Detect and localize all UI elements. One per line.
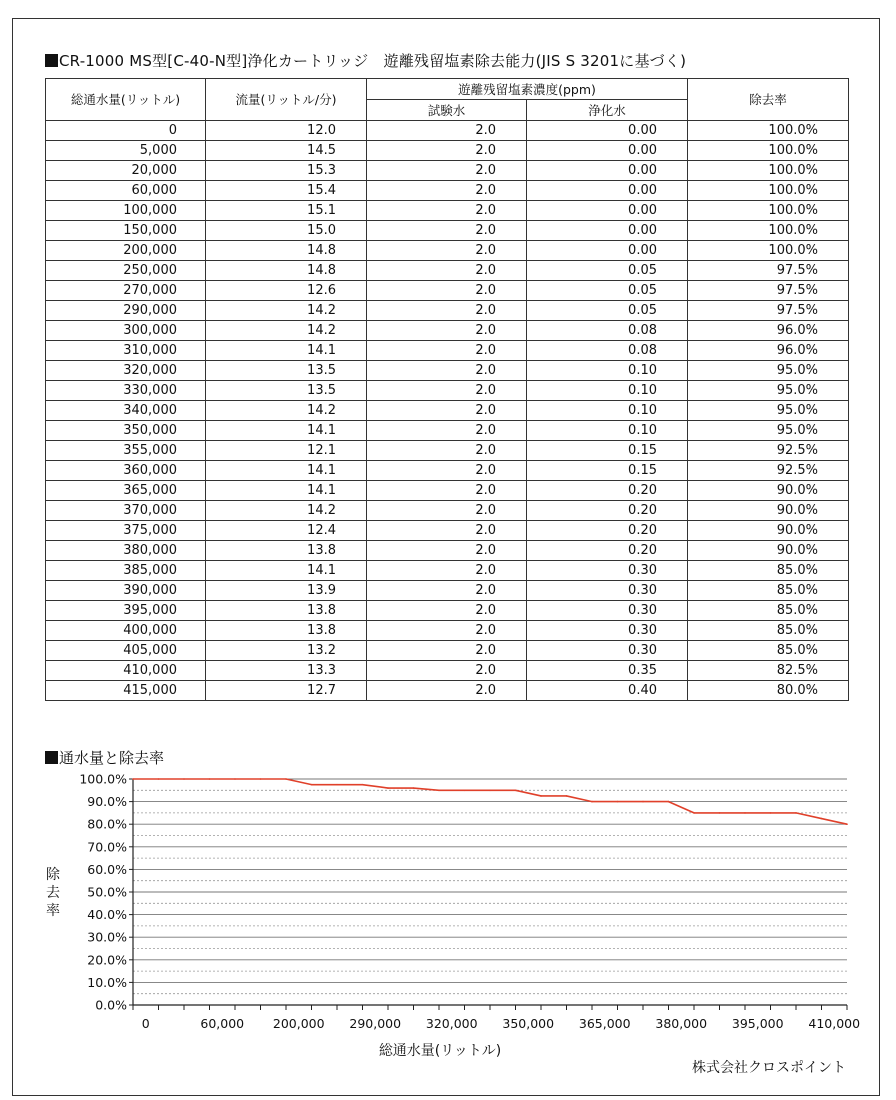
table-cell: 2.0 [367,581,527,601]
table-cell: 270,000 [46,281,206,301]
table-cell: 2.0 [367,561,527,581]
table-cell: 14.5 [206,141,367,161]
table-cell: 0 [46,121,206,141]
data-point [566,795,568,797]
table-cell: 2.0 [367,241,527,261]
table-cell: 0.08 [527,341,688,361]
table-cell: 310,000 [46,341,206,361]
header-total-volume: 総通水量(リットル) [46,79,206,121]
table-cell: 15.1 [206,201,367,221]
table-cell: 0.20 [527,521,688,541]
table-cell: 12.7 [206,681,367,701]
table-cell: 0.30 [527,621,688,641]
table-cell: 13.8 [206,541,367,561]
table-cell: 15.0 [206,221,367,241]
table-cell: 13.9 [206,581,367,601]
table-cell: 82.5% [688,661,849,681]
table-cell: 100.0% [688,221,849,241]
table-cell: 360,000 [46,461,206,481]
table-cell: 80.0% [688,681,849,701]
table-cell: 300,000 [46,321,206,341]
table-cell: 2.0 [367,261,527,281]
data-point [413,787,415,789]
table-cell: 2.0 [367,441,527,461]
table-cell: 100.0% [688,121,849,141]
table-cell: 2.0 [367,341,527,361]
table-cell: 330,000 [46,381,206,401]
table-cell: 0.15 [527,441,688,461]
table-cell: 0.20 [527,481,688,501]
data-point [846,823,848,825]
table-cell: 60,000 [46,181,206,201]
x-tick-label: 200,000 [272,1016,325,1031]
table-cell: 14.2 [206,301,367,321]
table-cell: 200,000 [46,241,206,261]
data-point [132,778,134,780]
table-cell: 5,000 [46,141,206,161]
table-cell: 2.0 [367,281,527,301]
table-cell: 14.8 [206,241,367,261]
table-cell: 385,000 [46,561,206,581]
table-cell: 100,000 [46,201,206,221]
table-cell: 0.20 [527,501,688,521]
table-cell: 12.0 [206,121,367,141]
table-cell: 100.0% [688,161,849,181]
table-cell: 0.08 [527,321,688,341]
company-name: 株式会社クロスポイント [692,1060,846,1076]
data-point [642,801,644,803]
table-cell: 14.1 [206,561,367,581]
y-tick-label: 90.0% [87,794,127,810]
table-cell: 14.2 [206,401,367,421]
table-cell: 95.0% [688,381,849,401]
y-tick-label: 60.0% [87,861,127,877]
data-point [617,801,619,803]
table-cell: 13.5 [206,381,367,401]
table-cell: 415,000 [46,681,206,701]
table-cell: 90.0% [688,501,849,521]
chart-title-text: 通水量と除去率 [59,749,165,767]
table-cell: 380,000 [46,541,206,561]
table-cell: 0.10 [527,381,688,401]
header-chlorine-group: 遊離残留塩素濃度(ppm) [367,79,688,100]
data-point [489,790,491,792]
table-cell: 97.5% [688,301,849,321]
table-cell: 14.1 [206,341,367,361]
table-cell: 85.0% [688,601,849,621]
table-cell: 2.0 [367,181,527,201]
table-cell: 92.5% [688,441,849,461]
table-cell: 0.10 [527,401,688,421]
data-point [464,790,466,792]
table-cell: 13.2 [206,641,367,661]
table-cell: 14.1 [206,421,367,441]
table-cell: 2.0 [367,601,527,621]
data-point [336,784,338,786]
data-point [693,812,695,814]
table-cell: 320,000 [46,361,206,381]
table-cell: 0.30 [527,641,688,661]
data-point [515,790,517,792]
data-point [540,795,542,797]
data-point [234,778,236,780]
y-tick-label: 20.0% [87,952,127,968]
table-cell: 0.00 [527,221,688,241]
table-cell: 13.8 [206,621,367,641]
table-cell: 90.0% [688,541,849,561]
table-cell: 370,000 [46,501,206,521]
x-tick-label: 0 [141,1016,150,1031]
table-cell: 100.0% [688,241,849,261]
table-cell: 90.0% [688,521,849,541]
table-cell: 365,000 [46,481,206,501]
table-cell: 92.5% [688,461,849,481]
header-flow-rate: 流量(リットル/分) [206,79,367,121]
table-cell: 0.00 [527,201,688,221]
table-cell: 2.0 [367,481,527,501]
table-cell: 395,000 [46,601,206,621]
x-axis-label: 総通水量(リットル) [378,1043,502,1059]
data-point [260,778,262,780]
y-tick-label: 10.0% [87,974,127,990]
table-cell: 12.6 [206,281,367,301]
x-tick-label: 395,000 [731,1016,784,1031]
table-cell: 0.30 [527,581,688,601]
x-tick-label: 350,000 [502,1016,555,1031]
data-point [770,812,772,814]
table-cell: 0.00 [527,181,688,201]
table-cell: 0.10 [527,361,688,381]
table-cell: 2.0 [367,221,527,241]
y-tick-label: 40.0% [87,907,127,923]
table-cell: 97.5% [688,281,849,301]
y-tick-label: 30.0% [87,929,127,945]
table-cell: 0.30 [527,601,688,621]
table-cell: 410,000 [46,661,206,681]
data-point [591,801,593,803]
table-cell: 0.30 [527,561,688,581]
data-point [438,790,440,792]
table-cell: 2.0 [367,641,527,661]
y-tick-label: 100.0% [79,771,127,787]
table-cell: 2.0 [367,501,527,521]
table-cell: 96.0% [688,341,849,361]
table-cell: 150,000 [46,221,206,241]
y-tick-label: 70.0% [87,839,127,855]
table-cell: 0.10 [527,421,688,441]
y-axis-label: 除去率 [46,867,60,919]
table-cell: 2.0 [367,681,527,701]
table-cell: 2.0 [367,201,527,221]
header-purified-water: 浄化水 [527,100,688,121]
table-cell: 355,000 [46,441,206,461]
table-cell: 340,000 [46,401,206,421]
data-point [719,812,721,814]
data-point [362,784,364,786]
header-test-water: 試験水 [367,100,527,121]
table-cell: 15.3 [206,161,367,181]
table-cell: 2.0 [367,301,527,321]
data-point [311,784,313,786]
table-cell: 0.00 [527,141,688,161]
table-cell: 2.0 [367,661,527,681]
table-cell: 2.0 [367,361,527,381]
table-cell: 2.0 [367,541,527,561]
table-cell: 13.5 [206,361,367,381]
y-tick-label: 50.0% [87,884,127,900]
table-cell: 375,000 [46,521,206,541]
header-removal-rate: 除去率 [688,79,849,121]
table-cell: 0.00 [527,241,688,261]
table-cell: 2.0 [367,141,527,161]
table-cell: 2.0 [367,121,527,141]
data-point [821,818,823,820]
table-cell: 100.0% [688,181,849,201]
data-point [285,778,287,780]
table-cell: 13.3 [206,661,367,681]
table-cell: 85.0% [688,641,849,661]
x-tick-label: 290,000 [349,1016,402,1031]
table-cell: 13.8 [206,601,367,621]
table-cell: 400,000 [46,621,206,641]
table-cell: 2.0 [367,461,527,481]
table-cell: 390,000 [46,581,206,601]
table-cell: 405,000 [46,641,206,661]
x-tick-label: 380,000 [655,1016,708,1031]
table-cell: 20,000 [46,161,206,181]
table-cell: 85.0% [688,561,849,581]
data-point [158,778,160,780]
table-cell: 0.40 [527,681,688,701]
table-cell: 2.0 [367,521,527,541]
table-cell: 14.1 [206,461,367,481]
data-point [387,787,389,789]
table-cell: 14.1 [206,481,367,501]
x-tick-label: 410,000 [808,1016,861,1031]
table-cell: 0.00 [527,121,688,141]
table-cell: 95.0% [688,361,849,381]
table-cell: 0.05 [527,281,688,301]
table-cell: 95.0% [688,401,849,421]
table-cell: 0.05 [527,261,688,281]
table-cell: 12.1 [206,441,367,461]
y-tick-label: 80.0% [87,816,127,832]
table-cell: 290,000 [46,301,206,321]
table-cell: 350,000 [46,421,206,441]
table-cell: 15.4 [206,181,367,201]
data-point [668,801,670,803]
table-cell: 97.5% [688,261,849,281]
table-cell: 2.0 [367,161,527,181]
table-cell: 14.8 [206,261,367,281]
table-cell: 2.0 [367,381,527,401]
table-cell: 95.0% [688,421,849,441]
table-cell: 90.0% [688,481,849,501]
table-cell: 250,000 [46,261,206,281]
table-cell: 0.00 [527,161,688,181]
table-cell: 0.35 [527,661,688,681]
table-cell: 0.20 [527,541,688,561]
y-tick-label: 0.0% [95,997,127,1013]
table-cell: 2.0 [367,621,527,641]
table-cell: 85.0% [688,621,849,641]
table-cell: 0.15 [527,461,688,481]
table-cell: 100.0% [688,201,849,221]
table-cell: 2.0 [367,421,527,441]
x-tick-label: 320,000 [425,1016,478,1031]
page-title-text: CR-1000 MS型[C-40-N型]浄化カートリッジ 遊離残留塩素除去能力(JIS S 3201に基づく) [59,52,687,70]
data-point [795,812,797,814]
table-cell: 12.4 [206,521,367,541]
data-point [209,778,211,780]
table-cell: 2.0 [367,401,527,421]
table-cell: 14.2 [206,501,367,521]
table-cell: 96.0% [688,321,849,341]
table-cell: 0.05 [527,301,688,321]
x-tick-label: 365,000 [578,1016,631,1031]
table-cell: 85.0% [688,581,849,601]
data-point [183,778,185,780]
table-cell: 100.0% [688,141,849,161]
table-cell: 2.0 [367,321,527,341]
x-tick-label: 60,000 [200,1016,245,1031]
table-cell: 14.2 [206,321,367,341]
data-point [744,812,746,814]
